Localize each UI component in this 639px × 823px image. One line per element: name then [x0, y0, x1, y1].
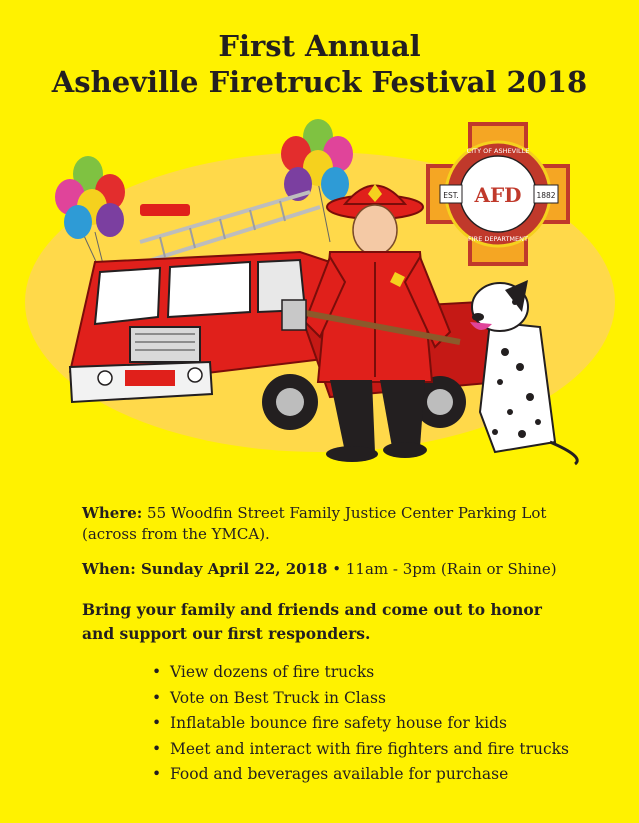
activity-text: Meet and interact with fire fighters and fire trucks	[170, 739, 569, 758]
where-label: Where:	[82, 504, 143, 522]
when-separator: •	[327, 560, 346, 578]
list-item	[152, 686, 602, 712]
intro-text	[82, 598, 602, 646]
bullet-icon: •	[152, 714, 162, 732]
title-line-1: First Annual	[218, 29, 421, 63]
list-item	[152, 660, 602, 686]
list-item	[152, 711, 602, 737]
activity-text: Inflatable bounce fire safety house for kids	[170, 714, 507, 732]
bullet-icon: •	[152, 765, 162, 783]
bullet-icon: •	[152, 688, 162, 707]
badge-monogram: AFD	[474, 183, 522, 207]
where-value: 55 Woodfin Street Family Justice Center Parking Lot (across from the YMCA).	[82, 504, 547, 543]
when-time: 11am - 3pm (Rain or Shine)	[345, 560, 557, 578]
badge-bottom-text: FIRE DEPARTMENT	[468, 235, 528, 243]
illustration	[0, 112, 639, 492]
intro-line-1: Bring your family and friends and come out to honor	[82, 600, 542, 619]
badge-top-text: CITY OF ASHEVILLE	[466, 147, 530, 155]
activities-list	[82, 660, 602, 788]
list-item	[152, 737, 602, 763]
bullet-icon: •	[152, 663, 162, 681]
activity-text: View dozens of fire trucks	[170, 663, 375, 681]
where-line	[82, 503, 602, 545]
when-line	[82, 559, 602, 580]
flyer-title	[0, 28, 639, 100]
title-line-2: Asheville Firetruck Festival 2018	[51, 65, 588, 99]
badge-est-text: EST.	[443, 191, 459, 200]
intro-line-2: and support our first responders.	[82, 624, 371, 643]
activity-text: Vote on Best Truck in Class	[170, 688, 386, 707]
when-label: When: Sunday April 22, 2018	[82, 560, 328, 578]
event-details	[82, 503, 602, 788]
activity-text: Food and beverages available for purchase	[170, 765, 509, 783]
list-item	[152, 762, 602, 788]
bullet-icon: •	[152, 739, 162, 758]
badge-year-text: 1882	[536, 191, 556, 200]
